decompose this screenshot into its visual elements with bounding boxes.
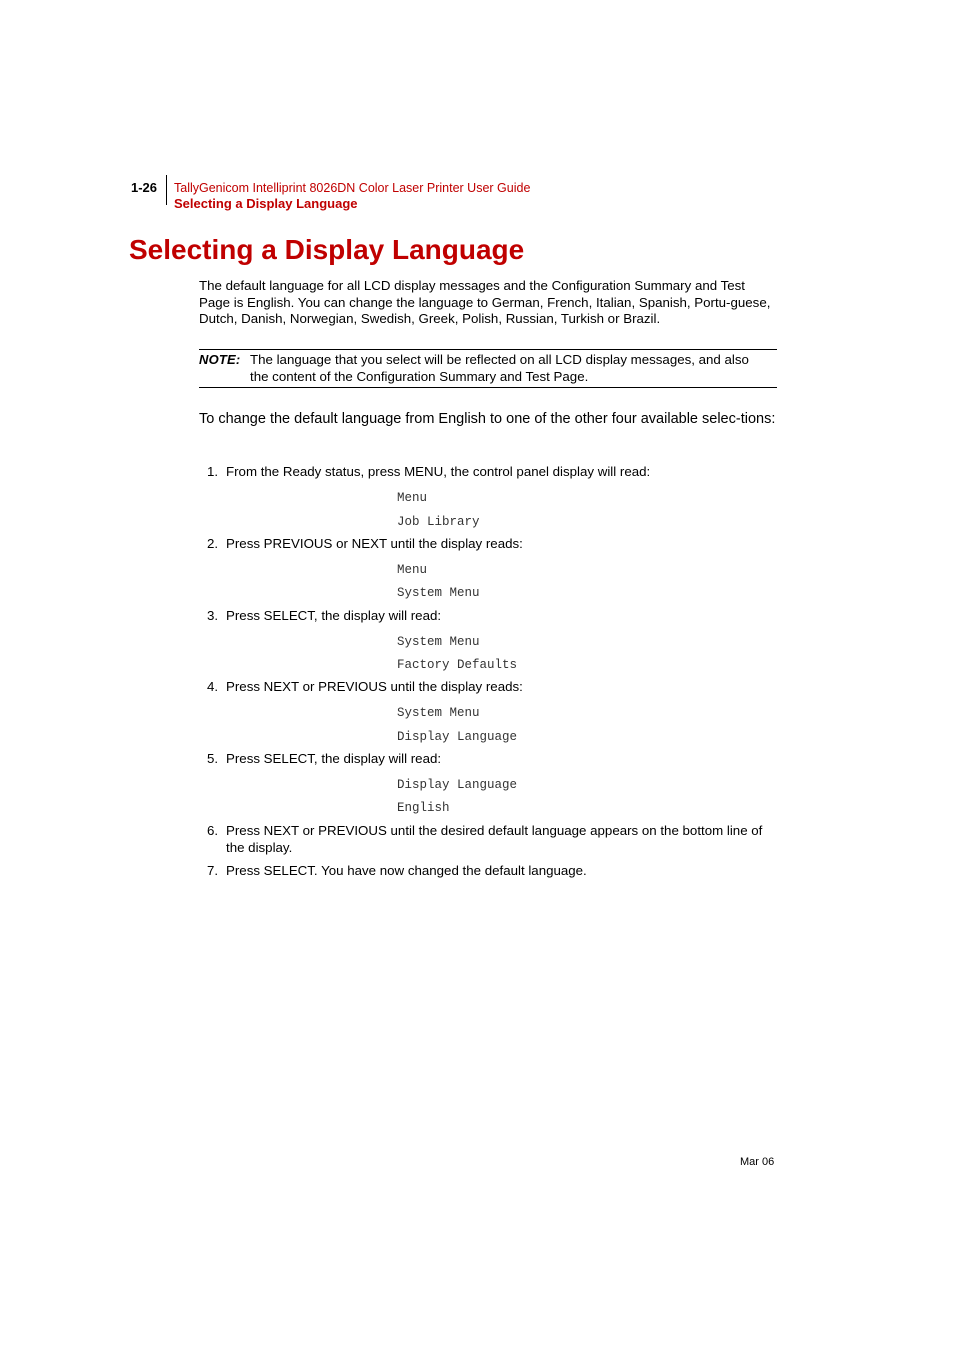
lcd-line-top: System Menu bbox=[397, 635, 480, 649]
step-number: 7. bbox=[207, 863, 219, 878]
note-text: The language that you select will be reflected on all LCD display messages, and also the content of the Configuration Summary and Test Page. bbox=[250, 352, 749, 384]
step-number: 3. bbox=[207, 608, 219, 623]
lcd-line-top: System Menu bbox=[397, 706, 480, 720]
lcd-line-bottom: Factory Defaults bbox=[397, 658, 518, 672]
step-number: 5. bbox=[207, 751, 219, 766]
step-text: Press SELECT, the display will read: bbox=[226, 608, 442, 623]
note-top-rule bbox=[199, 349, 777, 350]
running-header-section-title: Selecting a Display Language bbox=[174, 196, 358, 211]
lcd-line-top: Display Language bbox=[397, 778, 518, 792]
step-text: From the Ready status, press MENU, the control panel display will read: bbox=[226, 464, 651, 479]
lcd-line-top: Menu bbox=[397, 491, 428, 505]
footer-date: Mar 06 bbox=[740, 1156, 775, 1168]
step-text: Press NEXT or PREVIOUS until the desired default language appears on the bottom line of the display. bbox=[226, 823, 763, 855]
lcd-line-top: Menu bbox=[397, 563, 428, 577]
lcd-line-bottom: English bbox=[397, 801, 450, 815]
step-text: Press SELECT. You have now changed the default language. bbox=[226, 863, 587, 878]
note-bottom-rule bbox=[199, 387, 777, 388]
step-text: Press PREVIOUS or NEXT until the display reads: bbox=[226, 536, 523, 551]
running-header-guide-title: TallyGenicom Intelliprint 8026DN Color Laser Printer User Guide bbox=[174, 181, 531, 195]
step-text: Press SELECT, the display will read: bbox=[226, 751, 442, 766]
header-divider bbox=[166, 175, 167, 205]
lcd-line-bottom: Job Library bbox=[397, 515, 480, 529]
page-title: Selecting a Display Language bbox=[129, 234, 525, 265]
page-number: 1-26 bbox=[131, 180, 158, 195]
step-number: 4. bbox=[207, 679, 219, 694]
lcd-line-bottom: Display Language bbox=[397, 730, 518, 744]
intro-paragraph: The default language for all LCD display messages and the Configuration Summary and Test Page is English. You can change the language to German, French, Italian, Spanish, Portu-guese, Dutch, Danish, Norwegian, Swedish, Greek, Polish, Russian, Turkish or Brazil. bbox=[199, 278, 771, 326]
step-number: 6. bbox=[207, 823, 219, 838]
step-number: 2. bbox=[207, 536, 219, 551]
step-number: 1. bbox=[207, 464, 219, 479]
lead-paragraph: To change the default language from English to one of the other four available selec-tions: bbox=[199, 411, 776, 427]
step-text: Press NEXT or PREVIOUS until the display reads: bbox=[226, 679, 523, 694]
note-label: NOTE: bbox=[199, 352, 241, 367]
lcd-line-bottom: System Menu bbox=[397, 586, 480, 600]
